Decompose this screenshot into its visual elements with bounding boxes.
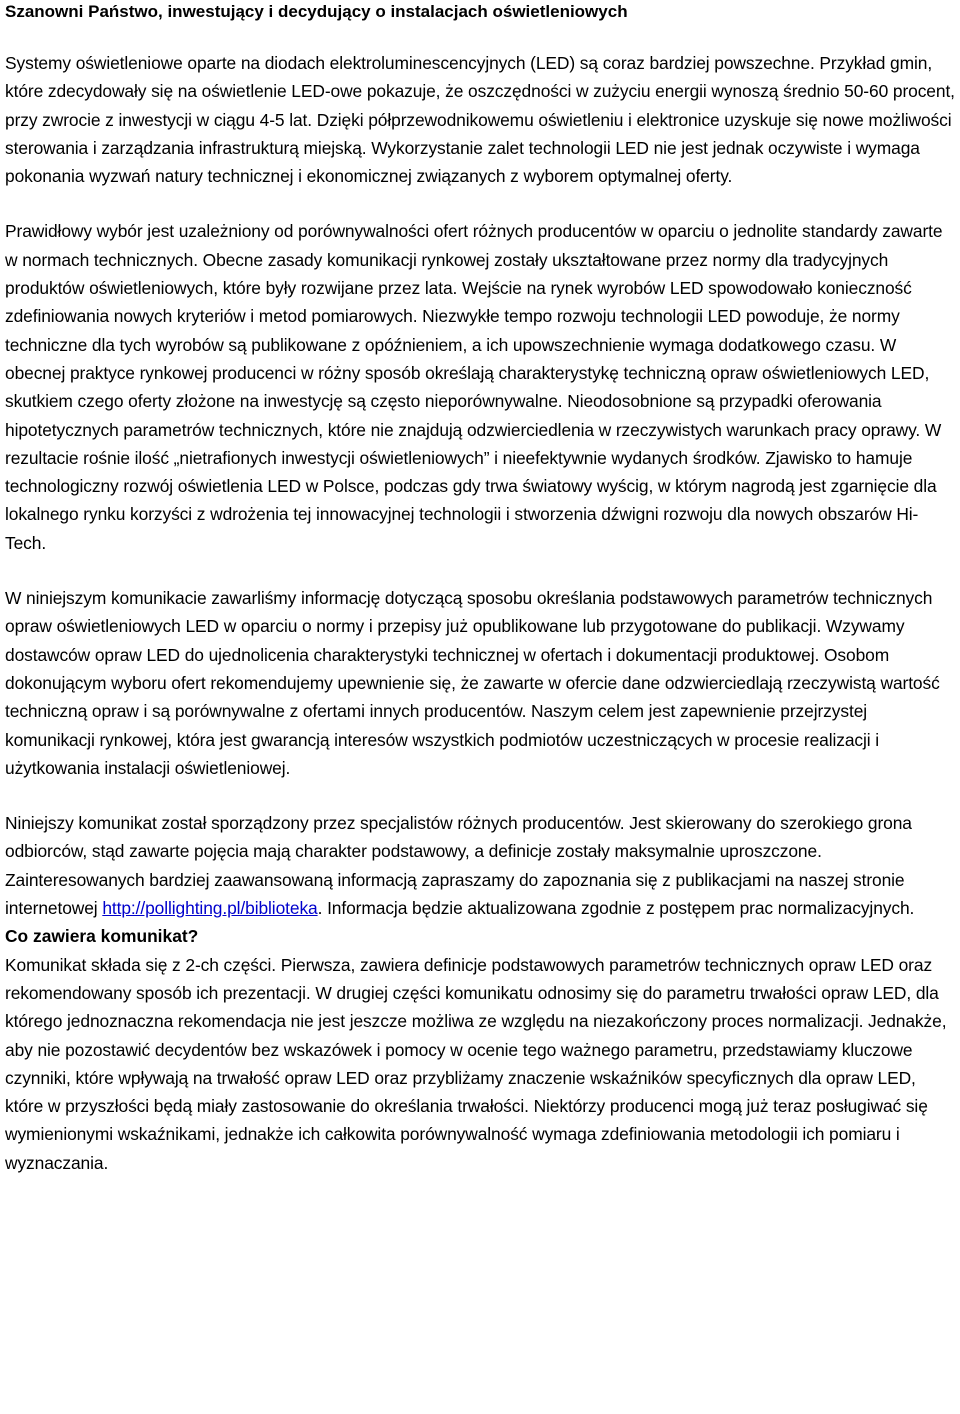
paragraph-contents: Komunikat składa się z 2-ch części. Pierwsza, zawiera definicje podstawowych parametrów technicznych opraw LED oraz rekomendowany sposób ich prezentacji. W drugiej części komunikatu odnosimy się do parametru trwałości opraw LED, dla którego jednoznaczna rekomendacja nie jest jeszcze możliwa ze względu na niezakończony proces normalizacji. Jednakże, aby nie pozostawić decydentów bez wskazówek i pomocy w ocenie tego ważnego parametru, przedstawiamy kluczowe czynniki, które wpływają na trwałość opraw LED oraz przybliżamy znaczenie wskaźników specyficznych dla opraw LED, które w przyszłości będą miały zastosowanie do określania trwałości. Niektórzy producenci mogą już teraz posługiwać się wymienionymi wskaźnikami, jednakże ich całkowita porównywalność wymaga zdefiniowania metodologii ich pomiaru i wyznaczania. (5, 954, 947, 1173)
library-link[interactable]: http://pollighting.pl/biblioteka (102, 898, 318, 919)
document-page (5, 0, 957, 1177)
paragraph-authors-text: Niniejszy komunikat został sporządzony przez specjalistów różnych producentów. Jest skierowany do szerokiego grona odbiorców, stąd zawarte pojęcia mają charakter podstawowy, a definicje zostały maksymalnie uproszczone. Zainteresowanych bardziej zaawansowaną informacją zapraszamy do zapoznania się z publikacjami na naszej stronie internetowej (5, 813, 912, 919)
paragraph-choice: Prawidłowy wybór jest uzależniony od porównywalności ofert różnych producentów w oparciu o jednolite standardy zawarte w normach technicznych. Obecne zasady komunikacji rynkowej zostały ukształtowane przez normy dla tradycyjnych produktów oświetleniowych, które były rozwijane przez lata. Wejście na rynek wyrobów LED spowodowało konieczność zdefiniowania nowych kryteriów i metod pomiarowych. Niezwykłe tempo rozwoju technologii LED powoduje, że normy techniczne dla tych wyrobów są publikowane z opóźnieniem, a ich upowszechnienie wymaga dodatkowego czasu. W obecnej praktyce rynkowej producenci w różny sposób określają charakterystykę techniczną opraw oświetleniowych LED, skutkiem czego oferty złożone na inwestycję są często nieporównywalne. Nieodosobnione są przypadki oferowania hipotetycznych parametrów technicznych, które nie znajdują odzwierciedlenia w rzeczywistych warunkach pracy oprawy. W rezultacie rośnie ilość „nietrafionych inwestycji oświetleniowych” i nieefektywnie wydanych środków. Zjawisko to hamuje technologiczny rozwój oświetlenia LED w Polsce, podczas gdy trwa światowy wyścig, w którym nagrodą jest zgarnięcie dla lokalnego rynku korzyści z wdrożenia tej innowacyjnej technologii i stworzenia dźwigni rozwoju dla nowych obszarów Hi-Tech. (5, 221, 943, 553)
paragraph-intro: Systemy oświetleniowe oparte na diodach elektroluminescencyjnych (LED) są coraz bardziej powszechne. Przykład gmin, które zdecydowały się na oświetlenie LED-owe pokazuje, że oszczędności w zużyciu energii wynoszą średnio 50-60 procent, przy zwrocie z inwestycji w ciągu 4-5 lat. Dzięki półprzewodnikowemu oświetleniu i elektronice uzyskuje się nowe możliwości sterowania i zarządzania infrastrukturą miejską. Wykorzystanie zalet technologii LED nie jest jednak oczywiste i wymaga pokonania wyzwań natury technicznej i ekonomicznej związanych z wyborem optymalnej oferty. (5, 53, 955, 187)
paragraph-communication: W niniejszym komunikacie zawarliśmy informację dotyczącą sposobu określania podstawowych parametrów technicznych opraw oświetleniowych LED w oparciu o normy i przepisy już opublikowane lub przygotowane do publikacji. Wzywamy dostawców opraw LED do ujednolicenia charakterystyki technicznej w ofertach i dokumentacji produktowej. Osobom dokonującym wyboru ofert rekomendujemy upewnienie się, że zawarte w ofercie dane odzwierciedlają rzeczywistą wartość techniczną opraw i są porównywalne z ofertami innych producentów. Naszym celem jest zapewnienie przejrzystej komunikacji rynkowej, która jest gwarancją interesów wszystkich podmiotów uczestniczących w procesie realizacji i użytkowania instalacji oświetleniowej. (5, 588, 940, 778)
paragraph-authors (5, 809, 957, 922)
section-subheading: Co zawiera komunikat? (5, 926, 199, 947)
document-heading: Szanowni Państwo, inwestujący i decydujący o instalacjach oświetleniowych (5, 2, 628, 21)
paragraph-authors-tail: . Informacja będzie aktualizowana zgodnie z postępem prac normalizacyjnych. (317, 898, 915, 919)
